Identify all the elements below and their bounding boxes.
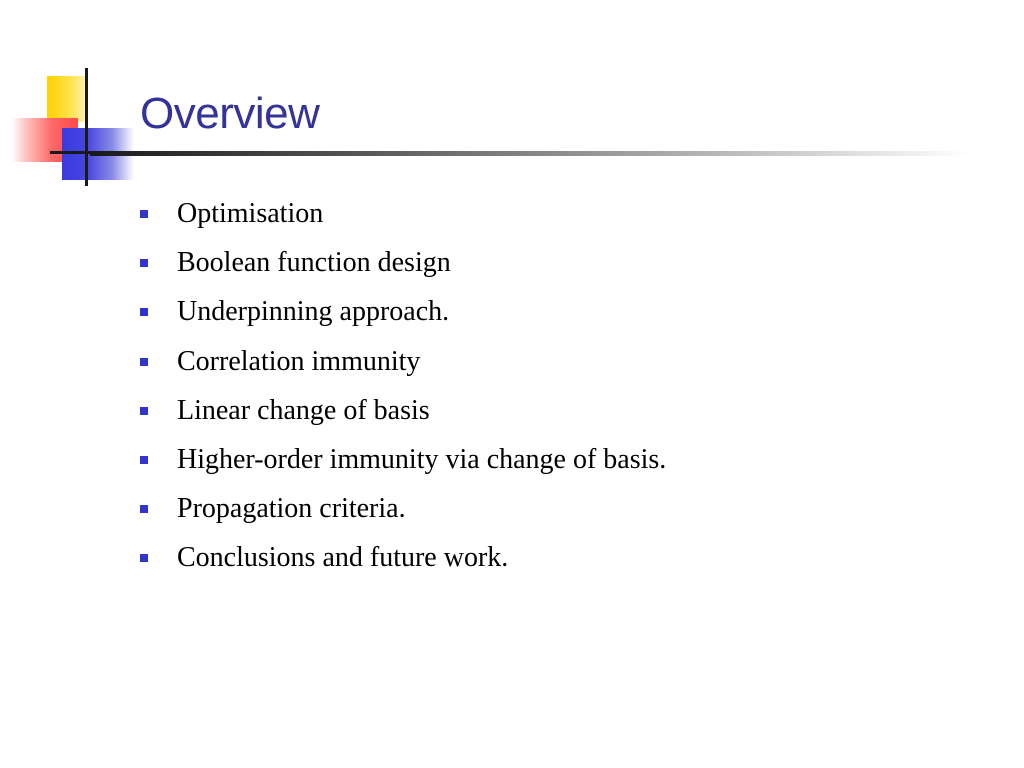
decorative-squares-logo-icon: [0, 0, 140, 200]
yellow-square: [47, 76, 87, 122]
square-bullet-icon: [140, 308, 148, 316]
square-bullet-icon: [140, 554, 148, 562]
list-item: [140, 197, 666, 246]
bullet-text: Propagation criteria.: [177, 493, 406, 525]
bullet-list: [140, 197, 666, 591]
bullet-text: Underpinning approach.: [177, 296, 450, 328]
list-item: [140, 394, 666, 443]
bullet-text: Conclusions and future work.: [177, 542, 509, 574]
bullet-text: Boolean function design: [177, 247, 451, 279]
slide-title: Overview: [140, 89, 320, 138]
list-item: [140, 295, 666, 344]
list-item: [140, 246, 666, 295]
square-bullet-icon: [140, 456, 148, 464]
bullet-text: Correlation immunity: [177, 345, 421, 377]
square-bullet-icon: [140, 358, 148, 366]
square-bullet-icon: [140, 210, 148, 218]
square-bullet-icon: [140, 407, 148, 415]
bullet-text: Higher-order immunity via change of basis.: [177, 443, 667, 475]
crosshair-vertical-line: [85, 68, 88, 186]
square-bullet-icon: [140, 505, 148, 513]
list-item: [140, 492, 666, 541]
list-item: [140, 443, 666, 492]
title-underline-rule: [90, 151, 970, 156]
square-bullet-icon: [140, 259, 148, 267]
list-item: [140, 541, 666, 590]
list-item: [140, 345, 666, 394]
bullet-text: Linear change of basis: [177, 394, 430, 426]
bullet-text: Optimisation: [177, 198, 324, 229]
